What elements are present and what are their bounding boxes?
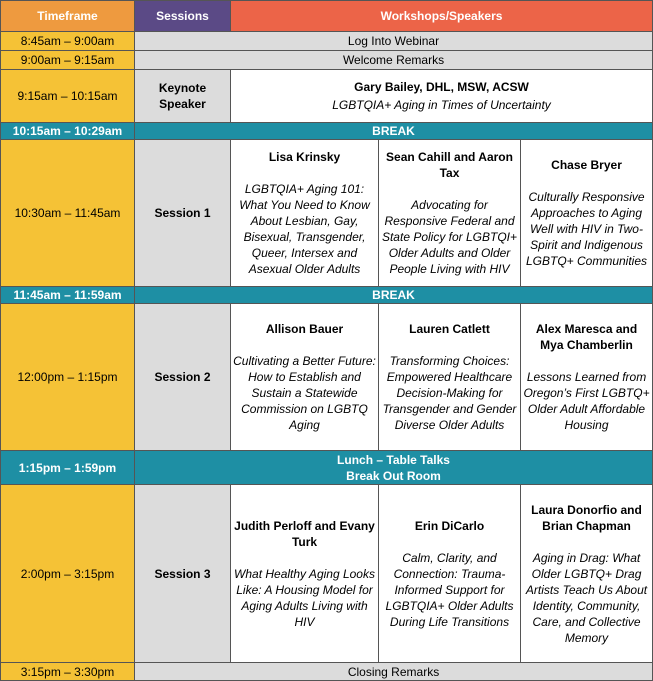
lunch-line1: Lunch – Table Talks xyxy=(337,452,450,467)
session2-row xyxy=(1,304,653,451)
login-row xyxy=(1,32,653,51)
session2-talk-3 xyxy=(521,304,653,451)
session2-talk-2 xyxy=(379,304,521,451)
lunch-cell xyxy=(135,451,653,485)
closing-text: Closing Remarks xyxy=(135,663,653,681)
session3-talk-2 xyxy=(379,485,521,663)
talk-title: Lessons Learned from Oregon’s First LGBTQ+ Older Adult Affordable Housing xyxy=(523,370,650,432)
session1-label: Session 1 xyxy=(135,140,231,287)
login-time: 8:45am – 9:00am xyxy=(1,32,135,51)
lunch-line2: Break Out Room xyxy=(346,468,441,483)
session3-label: Session 3 xyxy=(135,485,231,663)
workshops-header: Workshops/Speakers xyxy=(231,1,653,32)
break2-row xyxy=(1,287,653,304)
talk-speaker: Laura Donorfio and Brian Chapman xyxy=(531,502,642,533)
timeframe-header: Timeframe xyxy=(1,1,135,32)
talk-speaker: Judith Perloff and Evany Turk xyxy=(234,518,375,549)
keynote-session-label xyxy=(135,70,231,123)
talk-title: Transforming Choices: Empowered Healthcare Decision-Making for Transgender and Gender Diverse Older Adults xyxy=(382,354,517,432)
keynote-row xyxy=(1,70,653,123)
talk-title: Calm, Clarity, and Connection: Trauma-Informed Support for LGBTQIA+ Older Adults During Life Transitions xyxy=(385,550,514,629)
break2-text: BREAK xyxy=(135,287,653,304)
welcome-row xyxy=(1,51,653,70)
break1-text: BREAK xyxy=(135,123,653,140)
session1-row xyxy=(1,140,653,287)
talk-title: LGBTQIA+ Aging 101: What You Need to Know About Lesbian, Gay, Bisexual, Transgender, Queer, Intersex and Asexual Older Adults xyxy=(239,182,370,276)
talk-title: Aging in Drag: What Older LGBTQ+ Drag Artists Teach Us About Identity, Community, Care, and Collective Memory xyxy=(525,550,648,645)
break1-time: 10:15am – 10:29am xyxy=(1,123,135,140)
break2-time: 11:45am – 11:59am xyxy=(1,287,135,304)
session3-talk-3 xyxy=(521,485,653,663)
session3-time: 2:00pm – 3:15pm xyxy=(1,485,135,663)
keynote-session-line1: Keynote xyxy=(158,81,207,95)
talk-speaker: Erin DiCarlo xyxy=(414,518,485,533)
closing-row xyxy=(1,663,653,681)
keynote-session-line2: Speaker xyxy=(159,97,206,111)
welcome-text: Welcome Remarks xyxy=(135,51,653,70)
talk-title: Advocating for Responsive Federal and State Policy for LGBTQI+ Older Adults and Older People Living with HIV xyxy=(381,198,518,276)
session1-time: 10:30am – 11:45am xyxy=(1,140,135,287)
session3-talk-1 xyxy=(231,485,379,663)
talk-speaker: Alex Maresca and Mya Chamberlin xyxy=(535,322,638,352)
session1-talk-1 xyxy=(231,140,379,287)
break1-row xyxy=(1,123,653,140)
welcome-time: 9:00am – 9:15am xyxy=(1,51,135,70)
session2-time: 12:00pm – 1:15pm xyxy=(1,304,135,451)
keynote-time: 9:15am – 10:15am xyxy=(1,70,135,123)
talk-speaker: Sean Cahill and Aaron Tax xyxy=(386,150,513,180)
session1-talk-3 xyxy=(521,140,653,287)
closing-time: 3:15pm – 3:30pm xyxy=(1,663,135,681)
keynote-speaker: Gary Bailey, DHL, MSW, ACSW xyxy=(354,80,529,94)
talk-speaker: Lauren Catlett xyxy=(409,322,490,336)
talk-speaker: Chase Bryer xyxy=(551,158,622,172)
login-text: Log Into Webinar xyxy=(135,32,653,51)
talk-title: Culturally Responsive Approaches to Aging Well with HIV in Two-Spirit and Indigenous LGBTQ+ Communities xyxy=(525,190,648,268)
session3-row xyxy=(1,485,653,663)
talk-title: Cultivating a Better Future: How to Establish and Sustain a Statewide Commission on LGBTQ Aging xyxy=(233,354,376,432)
header-row xyxy=(1,1,653,32)
session2-talk-1 xyxy=(231,304,379,451)
talk-speaker: Allison Bauer xyxy=(265,322,344,336)
session1-talk-2 xyxy=(379,140,521,287)
sessions-header: Sessions xyxy=(135,1,231,32)
talk-speaker: Lisa Krinsky xyxy=(268,150,341,164)
session2-label: Session 2 xyxy=(135,304,231,451)
lunch-time: 1:15pm – 1:59pm xyxy=(1,451,135,485)
keynote-title: LGBTQIA+ Aging in Times of Uncertainty xyxy=(332,98,551,112)
keynote-cell xyxy=(231,70,653,123)
lunch-row xyxy=(1,451,653,485)
talk-title: What Healthy Aging Looks Like: A Housing Model for Aging Adults Living with HIV xyxy=(234,566,375,629)
